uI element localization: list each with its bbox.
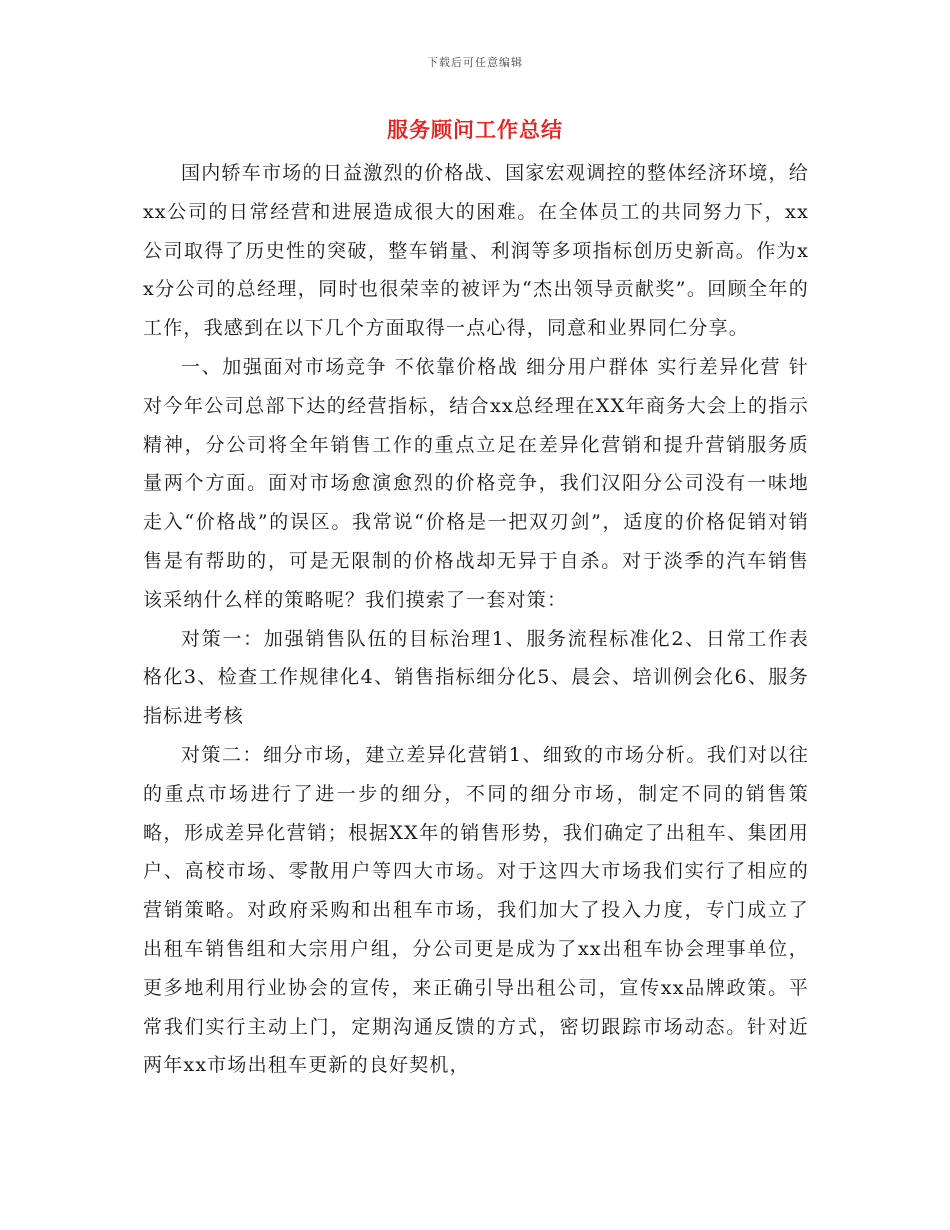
- paragraph-section-one: 一、加强面对市场竞争 不依靠价格战 细分用户群体 实行差异化营 针对今年公司总部下达的经营指标，结合xx总经理在XX年商务大会上的指示精神，分公司将全年销售工作的重点立足在差异化营销和提升营销服务质量两个方面。面对市场愈演愈烈的价格竞争，我们汉阳分公司没有一味地走入“价格战”的误区。我常说“价格是一把双刃剑”，适度的价格促销对销售是有帮助的，可是无限制的价格战却无异于自杀。对于淡季的汽车销售该采纳什么样的策略呢？我们摸索了一套对策：: [143, 355, 809, 611]
- download-edit-note: 下载后可任意编辑: [427, 56, 523, 69]
- document-body: [143, 154, 809, 1085]
- paragraph-strategy-one: 对策一：加强销售队伍的目标治理1、服务流程标准化2、日常工作表格化3、检查工作规律化4、销售指标细分化5、晨会、培训例会化6、服务指标进考核: [143, 627, 809, 728]
- paragraph-intro: 国内轿车市场的日益激烈的价格战、国家宏观调控的整体经济环境，给xx公司的日常经营和进展造成很大的困难。在全体员工的共同努力下，xx公司取得了历史性的突破，整车销量、利润等多项指标创历史新高。作为xx分公司的总经理，同时也很荣幸的被评为“杰出领导贡献奖”。回顾全年的工作，我感到在以下几个方面取得一点心得，同意和业界同仁分享。: [143, 162, 809, 340]
- paragraph-strategy-two: 对策二：细分市场，建立差异化营销1、细致的市场分析。我们对以往的重点市场进行了进一步的细分，不同的细分市场，制定不同的销售策略，形成差异化营销；根据XX年的销售形势，我们确定了出租车、集团用户、高校市场、零散用户等四大市场。对于这四大市场我们实行了相应的营销策略。对政府采购和出租车市场，我们加大了投入力度，专门成立了出租车销售组和大宗用户组，分公司更是成为了xx出租车协会理事单位，更多地利用行业协会的宣传，来正确引导出租公司，宣传xx品牌政策。平常我们实行主动上门，定期沟通反馈的方式，密切跟踪市场动态。针对近两年xx市场出租车更新的良好契机，: [143, 743, 809, 1077]
- document-title: 服务顾问工作总结: [387, 117, 563, 142]
